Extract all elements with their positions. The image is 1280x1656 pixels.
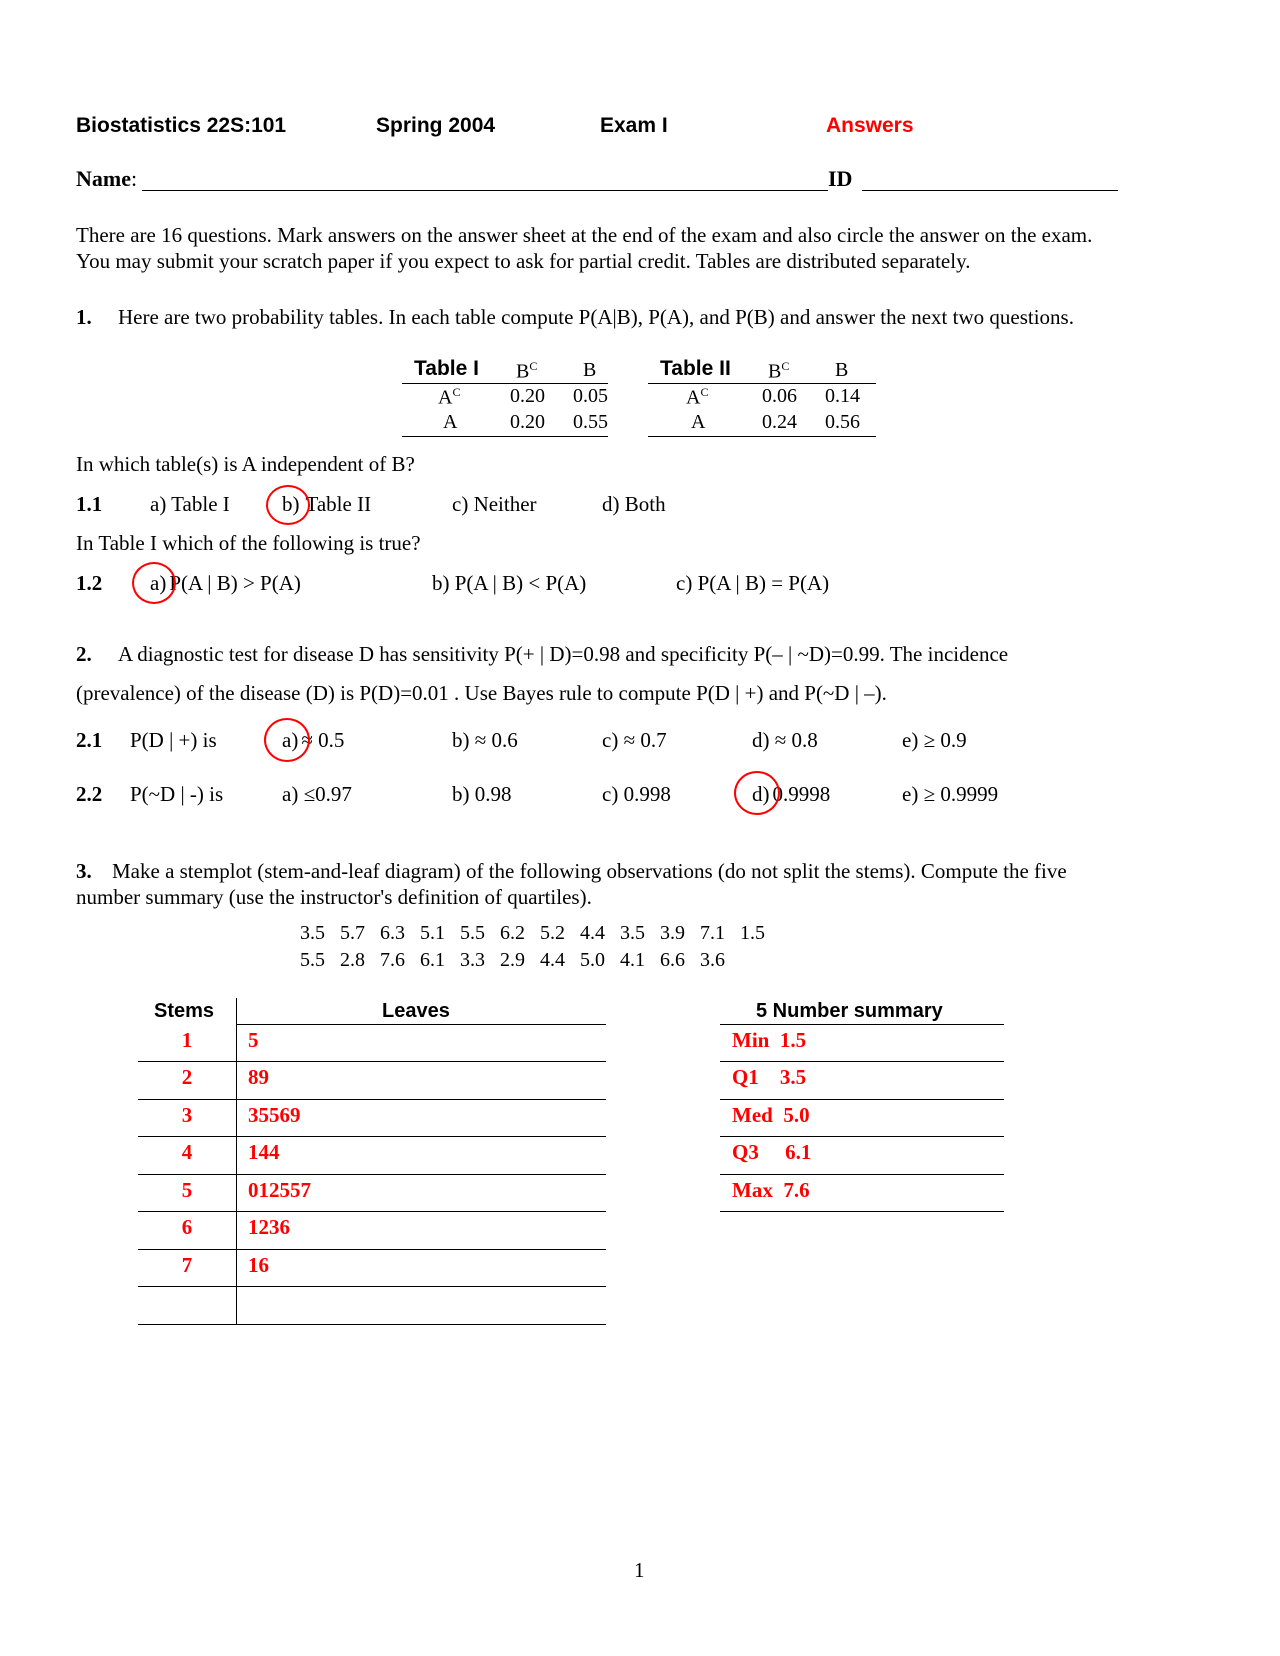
q3-number: 3. [76, 859, 92, 883]
q3-line-1: Make a stemplot (stem-and-leaf diagram) of the following observations (do not split the stems). Compute the five [112, 859, 1067, 883]
table2-cell: 0.56 [825, 411, 860, 433]
stem-value: 5 [181, 1178, 193, 1202]
table2-row-ac: $A^C$ [686, 385, 709, 409]
q2-2-option-c[interactable]: c) 0.998 [602, 782, 671, 806]
intro-line-1: There are 16 questions. Mark answers on the answer sheet at the end of the exam and also circle the answer on the exam. [76, 223, 1093, 247]
table2-cell: 0.06 [762, 385, 797, 407]
table2-cell: 0.14 [825, 385, 860, 407]
table2-col-bc: $B^C$ [768, 359, 790, 383]
stem-value: 2 [181, 1065, 193, 1089]
q1-2-number: 1.2 [76, 571, 103, 595]
summary-header: 5 Number summary [756, 1000, 943, 1022]
leaf-value: 5 [248, 1028, 259, 1052]
course-title: Biostatistics 22S:101 [76, 114, 287, 137]
q1-1-number: 1.1 [76, 492, 103, 516]
id-label: ID [828, 166, 853, 191]
leaf-value: 16 [248, 1253, 269, 1277]
q1-number: 1. [76, 305, 92, 329]
summary-median: Med 5.0 [732, 1103, 810, 1127]
table1-cell: 0.20 [510, 411, 545, 433]
table2-row-a: A [691, 411, 706, 433]
table1-title: Table I [414, 357, 479, 380]
q2-2-option-d[interactable]: d) 0.9998 [752, 782, 831, 806]
table1-col-b: B [583, 359, 597, 381]
answer-circle [132, 562, 176, 604]
q2-1-option-a[interactable]: a) ≈ 0.5 [282, 728, 345, 752]
table2-col-b: B [835, 359, 849, 381]
summary-max: Max 7.6 [732, 1178, 810, 1202]
answers-label: Answers [826, 114, 914, 137]
page-number: 1 [634, 1558, 645, 1582]
q2-line-1: A diagnostic test for disease D has sensitivity P(+ | D)=0.98 and specificity P(– | ~D)=0.99. The incidence [118, 642, 1009, 666]
q2-1-number: 2.1 [76, 728, 103, 752]
table1-col-bc: $B^C$ [516, 359, 538, 383]
q2-1-option-c[interactable]: c) ≈ 0.7 [602, 728, 667, 752]
stem-value: 7 [181, 1253, 193, 1277]
q3-data-row-2: 5.5 2.8 7.6 6.1 3.3 2.9 4.4 5.0 4.1 6.6 3.6 [300, 949, 725, 971]
answer-circle [264, 718, 310, 762]
term-label: Spring 2004 [376, 114, 496, 137]
summary-q3: Q3 6.1 [732, 1140, 812, 1164]
q1-1-option-a[interactable]: a) Table I [150, 492, 230, 516]
stem-value: 6 [181, 1215, 193, 1239]
q2-number: 2. [76, 642, 92, 666]
leaf-value: 35569 [248, 1103, 301, 1127]
q2-2-number: 2.2 [76, 782, 103, 806]
q2-2-label: P(~D | -) is [130, 782, 224, 806]
name-label: Name: [76, 166, 138, 191]
q3-line-2: number summary (use the instructor's definition of quartiles). [76, 885, 592, 909]
q1-2-option-b[interactable]: b) P(A | B) < P(A) [432, 571, 587, 595]
leaf-value: 144 [248, 1140, 280, 1164]
summary-min: Min 1.5 [732, 1028, 807, 1052]
q1-text: Here are two probability tables. In each table compute P(A|B), P(A), and P(B) and answer the next two questions. [118, 305, 1074, 329]
answer-circle [266, 485, 310, 525]
summary-q1: Q1 3.5 [732, 1065, 807, 1089]
q1-2-option-a[interactable]: a) P(A | B) > P(A) [150, 571, 301, 595]
table1-row-ac: $A^C$ [438, 385, 461, 409]
q2-1-option-e[interactable]: e) ≥ 0.9 [902, 728, 967, 752]
leaf-value: 012557 [248, 1178, 311, 1202]
q3-data-row-1: 3.5 5.7 6.3 5.1 5.5 6.2 5.2 4.4 3.5 3.9 7.1 1.5 [300, 922, 765, 944]
stem-value: 1 [181, 1028, 193, 1052]
table2-cell: 0.24 [762, 411, 797, 433]
stem-value: 3 [181, 1103, 193, 1127]
intro-line-2: You may submit your scratch paper if you expect to ask for partial credit. Tables are distributed separately. [76, 249, 971, 273]
table1-row-a: A [443, 411, 458, 433]
name-field-line[interactable] [142, 190, 828, 191]
table2-title: Table II [660, 357, 731, 380]
answer-circle [734, 771, 780, 815]
q1-1-question: In which table(s) is A independent of B? [76, 452, 415, 476]
q2-2-option-b[interactable]: b) 0.98 [452, 782, 512, 806]
q1-1-option-c[interactable]: c) Neither [452, 492, 537, 516]
q1-2-question: In Table I which of the following is true? [76, 531, 421, 555]
q1-1-option-d[interactable]: d) Both [602, 492, 666, 516]
q1-2-option-c[interactable]: c) P(A | B) = P(A) [676, 571, 830, 595]
q2-2-option-e[interactable]: e) ≥ 0.9999 [902, 782, 999, 806]
leaf-value: 1236 [248, 1215, 290, 1239]
q2-2-option-a[interactable]: a) ≤0.97 [282, 782, 352, 806]
exam-label: Exam I [600, 114, 668, 137]
q1-1-option-b[interactable]: b) Table II [282, 492, 372, 516]
q2-1-label: P(D | +) is [130, 728, 217, 752]
table1-cell: 0.05 [573, 385, 608, 407]
id-field-line[interactable] [862, 190, 1118, 191]
table1-cell: 0.20 [510, 385, 545, 407]
stem-value: 4 [181, 1140, 193, 1164]
table1-cell: 0.55 [573, 411, 608, 433]
q2-1-option-d[interactable]: d) ≈ 0.8 [752, 728, 818, 752]
q2-1-option-b[interactable]: b) ≈ 0.6 [452, 728, 518, 752]
stems-header: Stems [154, 1000, 215, 1022]
leaf-value: 89 [248, 1065, 269, 1089]
q2-line-2: (prevalence) of the disease (D) is P(D)=0.01 . Use Bayes rule to compute P(D | +) and P(~D | –). [76, 681, 887, 705]
leaves-header: Leaves [382, 1000, 450, 1022]
